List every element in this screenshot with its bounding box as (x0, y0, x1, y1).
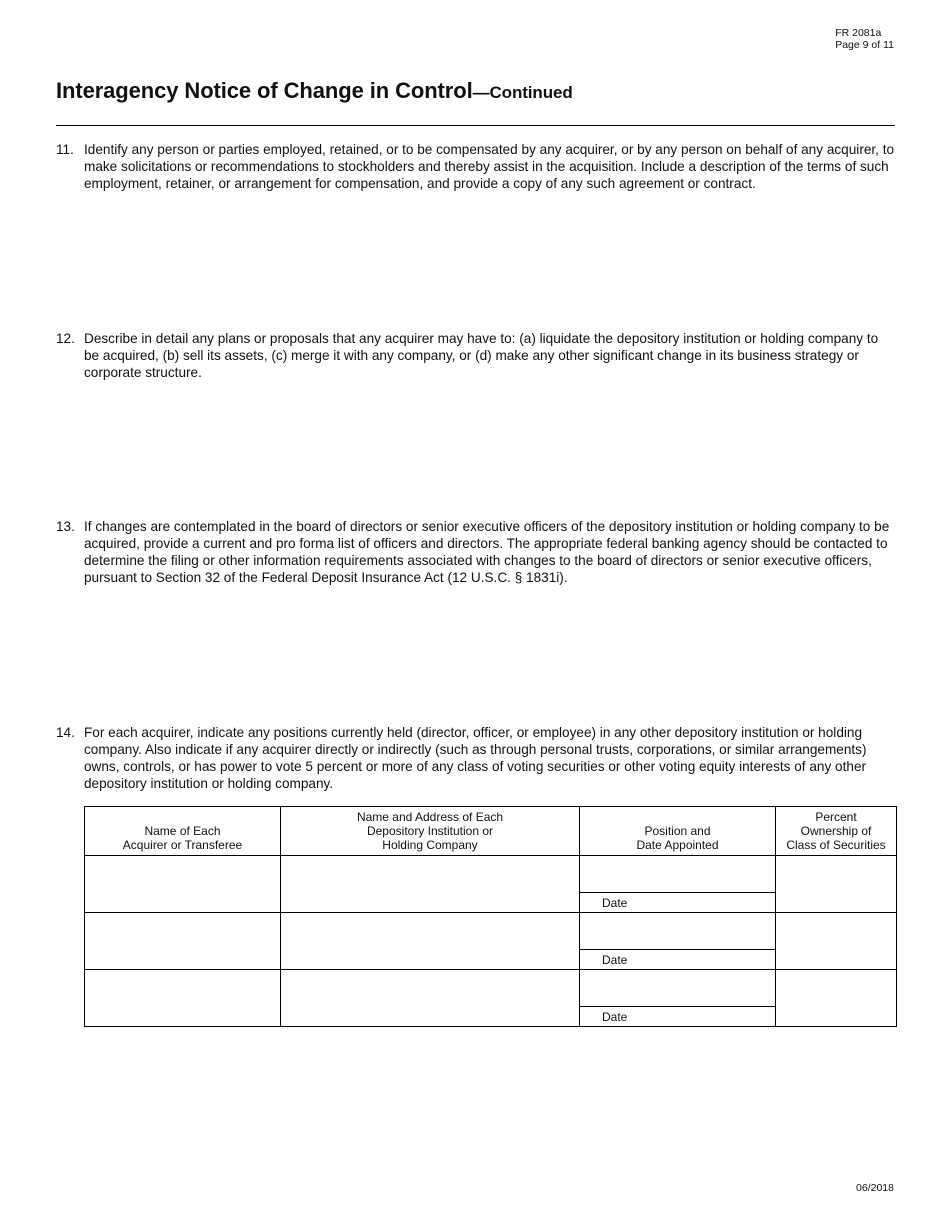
question-number: 14. (56, 725, 75, 740)
question-text: For each acquirer, indicate any positions currently held (director, officer, or employee) in any other depository institution or holding company. Also indicate if any acquirer directly or indirectly (such as through personal trusts, corporations, or similar arrangements) owns, controls, or has power to vote 5 percent or more of any class of voting securities or other voting equity interests of any other depository institution or holding company. (84, 725, 867, 791)
header-percent-ownership: Percent Ownership of Class of Securities (776, 807, 897, 856)
revision-date: 06/2018 (856, 1182, 894, 1194)
question-number: 13. (56, 519, 75, 534)
question-text: If changes are contemplated in the board of directors or senior executive officers of the depository institution or holding company to be acquired, provide a current and pro forma list of officers and directors. The appropriate federal banking agency should be contacted to determine the filing or other information requirements associated with changes to the board of directors or senior executive officers, pursuant to Section 32 of the Federal Deposit Insurance Act (12 U.S.C. § 1831i). (84, 519, 890, 585)
institution-cell[interactable] (281, 970, 580, 1027)
form-identifier (835, 27, 894, 51)
question-number: 12. (56, 331, 75, 346)
header-institution-name-address: Name and Address of Each Depository Institution or Holding Company (281, 807, 580, 856)
table-header-row (85, 807, 897, 856)
question-11 (56, 141, 895, 192)
acquirer-positions-table (84, 806, 897, 1027)
form-number: FR 2081a (835, 27, 882, 39)
page-number: Page 9 of 11 (835, 39, 894, 51)
question-text: Identify any person or parties employed, retained, or to be compensated by any acquirer, or by any person on behalf of any acquirer, to make solicitations or recommendations to stockholders and thereby assist in the acquisition. Include a description of the terms of such employment, retainer, or arrangement for compensation, and provide a copy of any such agreement or contract. (84, 142, 895, 191)
table-row (85, 970, 897, 1027)
ownership-cell[interactable] (776, 856, 897, 913)
question-13 (56, 518, 895, 586)
institution-cell[interactable] (281, 913, 580, 970)
question-number: 11. (56, 142, 74, 157)
question-14 (56, 724, 895, 792)
acquirer-name-cell[interactable] (85, 913, 281, 970)
ownership-cell[interactable] (776, 913, 897, 970)
title-continued: —Continued (472, 83, 573, 102)
acquirer-name-cell[interactable] (85, 856, 281, 913)
position-cell[interactable] (580, 970, 776, 1027)
question-text: Describe in detail any plans or proposals that any acquirer may have to: (a) liquidate the depository institution or holding company to be acquired, (b) sell its assets, (c) merge it with any company, or (d) make any other significant change in its business strategy or corporate structure. (84, 331, 879, 380)
ownership-cell[interactable] (776, 970, 897, 1027)
table-row (85, 913, 897, 970)
question-12 (56, 330, 895, 381)
title-main: Interagency Notice of Change in Control (56, 78, 473, 103)
date-label: Date (602, 1010, 628, 1024)
institution-cell[interactable] (281, 856, 580, 913)
header-acquirer-name: Name of Each Acquirer or Transferee (85, 807, 281, 856)
date-label: Date (602, 953, 628, 967)
position-field[interactable] (580, 970, 775, 1007)
position-cell[interactable] (580, 913, 776, 970)
position-field[interactable] (580, 856, 775, 893)
position-field[interactable] (580, 913, 775, 950)
table-row (85, 856, 897, 913)
page-title (56, 78, 573, 104)
header-position-date: Position and Date Appointed (580, 807, 776, 856)
title-divider (56, 125, 895, 126)
acquirer-name-cell[interactable] (85, 970, 281, 1027)
date-label: Date (602, 896, 628, 910)
position-cell[interactable] (580, 856, 776, 913)
